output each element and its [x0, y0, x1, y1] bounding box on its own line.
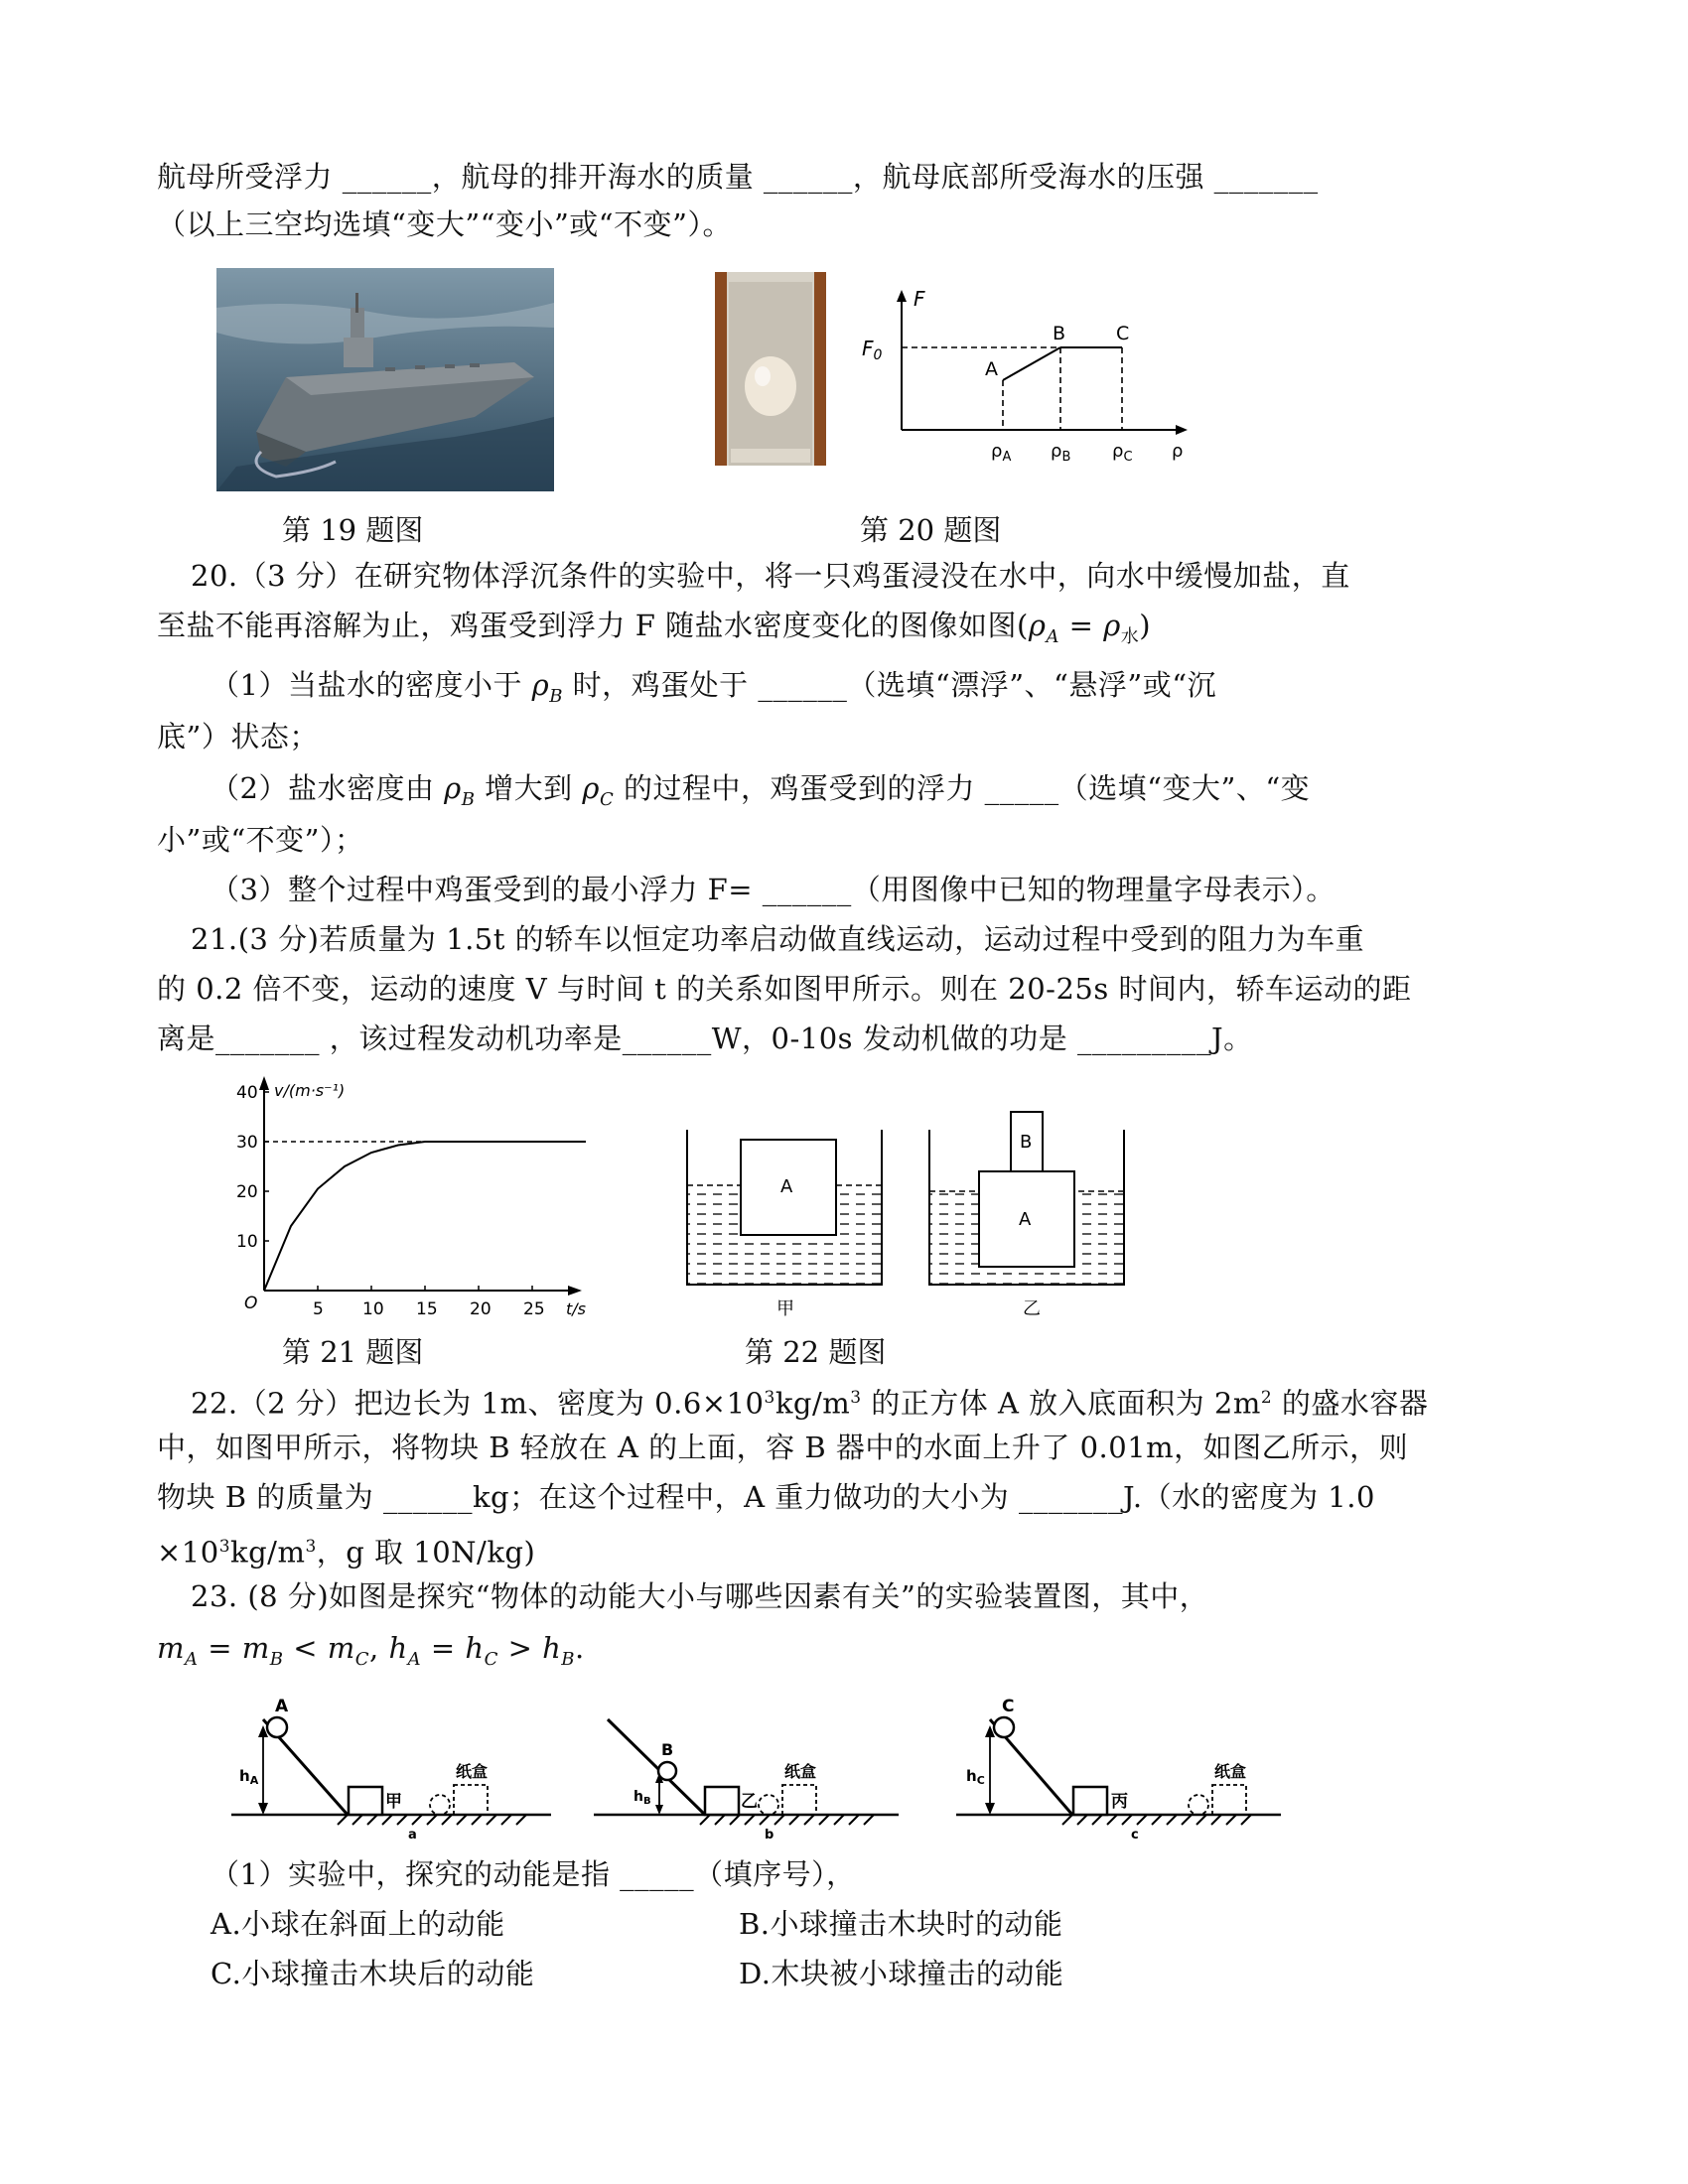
chart-x-label: t/s — [566, 1299, 586, 1318]
fig20-caption: 第 20 题图 — [860, 513, 1002, 547]
velocity-time-chart — [218, 1072, 606, 1320]
point-a-label: A — [985, 358, 998, 380]
fig22-caption: 第 22 题图 — [745, 1335, 887, 1369]
point-b-label: B — [1053, 323, 1066, 344]
q19-line-1: 航母所受浮力 ______，航母的排开海水的质量 ______，航母底部所受海水的压强 _______ — [157, 160, 1319, 194]
yi-label: 乙 — [1023, 1298, 1041, 1318]
svg-text:A: A — [1019, 1209, 1032, 1230]
y-tick-label: 20 — [236, 1182, 258, 1202]
option-c: C.小球撞击木块后的动能 — [211, 1957, 535, 1990]
q22-line-2: 中，如图甲所示，将物块 B 轻放在 A 的上面，容 B 器中的水面上升了 0.01m，如图乙所示，则 — [157, 1431, 1409, 1464]
q23-line-1: 23. (8 分)如图是探究“物体的动能大小与哪些因素有关”的实验装置图，其中， — [191, 1579, 1209, 1613]
svg-text:丙: 丙 — [1111, 1792, 1128, 1812]
rho-b-label: $\rho_B$ — [1051, 441, 1071, 465]
jia-label: 甲 — [776, 1298, 794, 1318]
x-tick-label: 5 — [313, 1299, 324, 1319]
svg-text:A: A — [275, 1697, 289, 1716]
buoyancy-density-graph — [862, 286, 1199, 475]
egg-glass-photo — [715, 272, 826, 466]
y-tick-label: 10 — [236, 1232, 258, 1252]
svg-text:b: b — [765, 1828, 774, 1839]
svg-text:hA: $h_A$ — [239, 1767, 259, 1787]
svg-text:a: a — [408, 1828, 417, 1839]
rho-c-label: $\rho_C$ — [1112, 441, 1133, 465]
q20-line-1: 20.（3 分）在研究物体浮沉条件的实验中，将一只鸡蛋浸没在水中，向水中缓慢加盐，直 — [191, 559, 1350, 593]
container-jia — [681, 1120, 890, 1318]
svg-text:B: B — [1020, 1132, 1033, 1153]
option-a: A.小球在斜面上的动能 — [211, 1907, 505, 1941]
fig21-caption: 第 21 题图 — [282, 1335, 424, 1369]
graph-y-label: F — [914, 287, 925, 311]
y-tick-label: 30 — [236, 1133, 258, 1153]
q21-line-1: 21.(3 分)若质量为 1.5t 的轿车以恒定功率启动做直线运动，运动过程中受到的阻力为车重 — [191, 922, 1365, 956]
velocity-curve — [264, 1142, 586, 1291]
y-tick-label: 40 — [236, 1083, 258, 1103]
graph-f0-label: $F_0$ — [862, 337, 883, 363]
svg-text:甲: 甲 — [385, 1792, 402, 1812]
x-tick-label: 25 — [523, 1299, 545, 1319]
q23-part-1: （1）实验中，探究的动能是指 _____（填序号）， — [211, 1857, 856, 1891]
point-c-label: C — [1116, 323, 1130, 344]
q20-line-5: （2）盐水密度由 $\rho_B$ 增大到 $\rho_C$ 的过程中，鸡蛋受到的浮力 _____（选填“变大”、“变 — [211, 771, 1311, 810]
rho-axis-label: ρ — [1172, 441, 1184, 462]
q20-line-6: 小”或“不变”）； — [157, 823, 364, 857]
x-tick-label: 15 — [416, 1299, 438, 1319]
rho-a-label: $\rho_A$ — [991, 441, 1012, 465]
q23-formula: $m_A = m_B < m_C$, $h_A = h_C > h_B$. — [157, 1631, 585, 1670]
q21-line-2: 的 0.2 倍不变，运动的速度 V 与时间 t 的关系如图甲所示。则在 20-25s 时间内，轿车运动的距 — [157, 972, 1412, 1006]
option-d: D.木块被小球撞击的动能 — [739, 1957, 1064, 1990]
q20-line-3: （1）当盐水的密度小于 $\rho_B$ 时，鸡蛋处于 ______（选填“漂浮”、“悬浮”或“沉 — [211, 668, 1217, 707]
svg-text:A: A — [780, 1176, 793, 1197]
svg-text:hC: $h_C$ — [966, 1767, 985, 1787]
q20-line-4: 底”）状态； — [157, 720, 319, 753]
fig19-caption: 第 19 题图 — [282, 513, 424, 547]
chart-origin: O — [244, 1294, 258, 1313]
chart-y-label: v/(m·s⁻¹) — [274, 1081, 346, 1100]
svg-text:纸盒: 纸盒 — [1214, 1762, 1247, 1781]
q19-line-2: （以上三空均选填“变大”“变小”或“不变”）。 — [157, 207, 732, 241]
q20-line-2: 至盐不能再溶解为止，鸡蛋受到浮力 F 随盐水密度变化的图像如图$(\rho_A = \rho_水)$ — [157, 609, 1152, 647]
svg-text:纸盒: 纸盒 — [456, 1762, 489, 1781]
q22-line-4: $\times 10^3kg/m^3$，g 取 10N/kg) — [157, 1535, 536, 1570]
q20-line-7: （3）整个过程中鸡蛋受到的最小浮力 F= ______（用图像中已知的物理量字母表示）。 — [211, 873, 1336, 906]
svg-text:纸盒: 纸盒 — [784, 1762, 817, 1781]
q22-line-3: 物块 B 的质量为 ______kg；在这个过程中，A 重力做功的大小为 _______J.（水的密度为 1.0 — [157, 1480, 1375, 1514]
container-yi — [923, 1100, 1132, 1318]
carrier-photo — [216, 268, 554, 491]
ramp-diagram-b — [586, 1690, 904, 1839]
x-tick-label: 10 — [362, 1299, 384, 1319]
q22-line-1: 22.（2 分）把边长为 1m、密度为 $0.6\times 10^3kg/m^3$ 的正方体 A 放入底面积为 $2m^2$ 的盛水容器 — [191, 1386, 1429, 1421]
svg-text:c: c — [1131, 1828, 1139, 1839]
q21-line-3: 离是_______ ，该过程发动机功率是______W，0-10s 发动机做的功是 _________J。 — [157, 1022, 1253, 1055]
x-tick-label: 20 — [470, 1299, 492, 1319]
svg-text:乙: 乙 — [741, 1792, 758, 1812]
svg-text:B: B — [661, 1740, 674, 1759]
svg-text:C: C — [1002, 1697, 1015, 1716]
svg-text:hB: $h_B$ — [633, 1789, 651, 1807]
ramp-diagram-c — [948, 1690, 1286, 1839]
option-b: B.小球撞击木块时的动能 — [739, 1907, 1063, 1941]
ramp-diagram-a — [223, 1690, 556, 1839]
